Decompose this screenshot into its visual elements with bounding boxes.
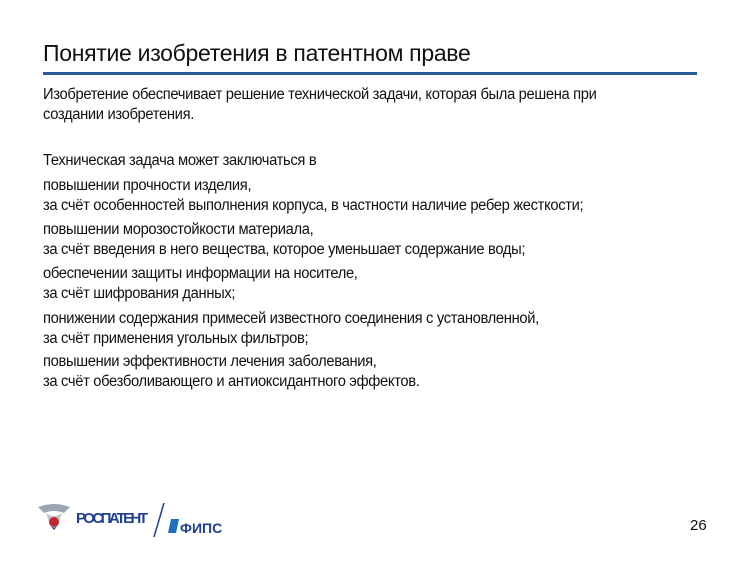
item-detail: за счёт применения угольных фильтров; (43, 330, 309, 347)
svg-text:РОСПАТЕНТ: РОСПАТЕНТ (76, 510, 148, 527)
item-title: повышении прочности изделия, (43, 177, 252, 194)
item-title: обеспечении защиты информации на носителе, (43, 265, 358, 282)
item-detail: за счёт обезболивающего и антиоксидантного эффектов. (43, 373, 420, 390)
intro-line: создании изобретения. (43, 106, 194, 123)
item-title: понижении содержания примесей известного соединения с установленной, (43, 310, 539, 327)
page-number: 26 (690, 517, 707, 534)
slide-title: Понятие изобретения в патентном праве (43, 40, 471, 66)
item-title: повышении морозостойкости материала, (43, 221, 314, 238)
item-detail: за счёт шифрования данных; (43, 285, 236, 302)
intro-line: Изобретение обеспечивает решение технической задачи, которая была решена при (43, 86, 597, 103)
title-divider (43, 72, 697, 75)
rospatent-fips-logo (36, 497, 236, 542)
svg-text:ФИПС: ФИПС (180, 520, 223, 536)
item-detail: за счёт особенностей выполнения корпуса, в частности наличие ребер жесткости; (43, 197, 584, 214)
lead-text: Техническая задача может заключаться в (43, 152, 317, 169)
item-detail: за счёт введения в него вещества, которое уменьшает содержание воды; (43, 241, 526, 258)
item-title: повышении эффективности лечения заболевания, (43, 353, 377, 370)
